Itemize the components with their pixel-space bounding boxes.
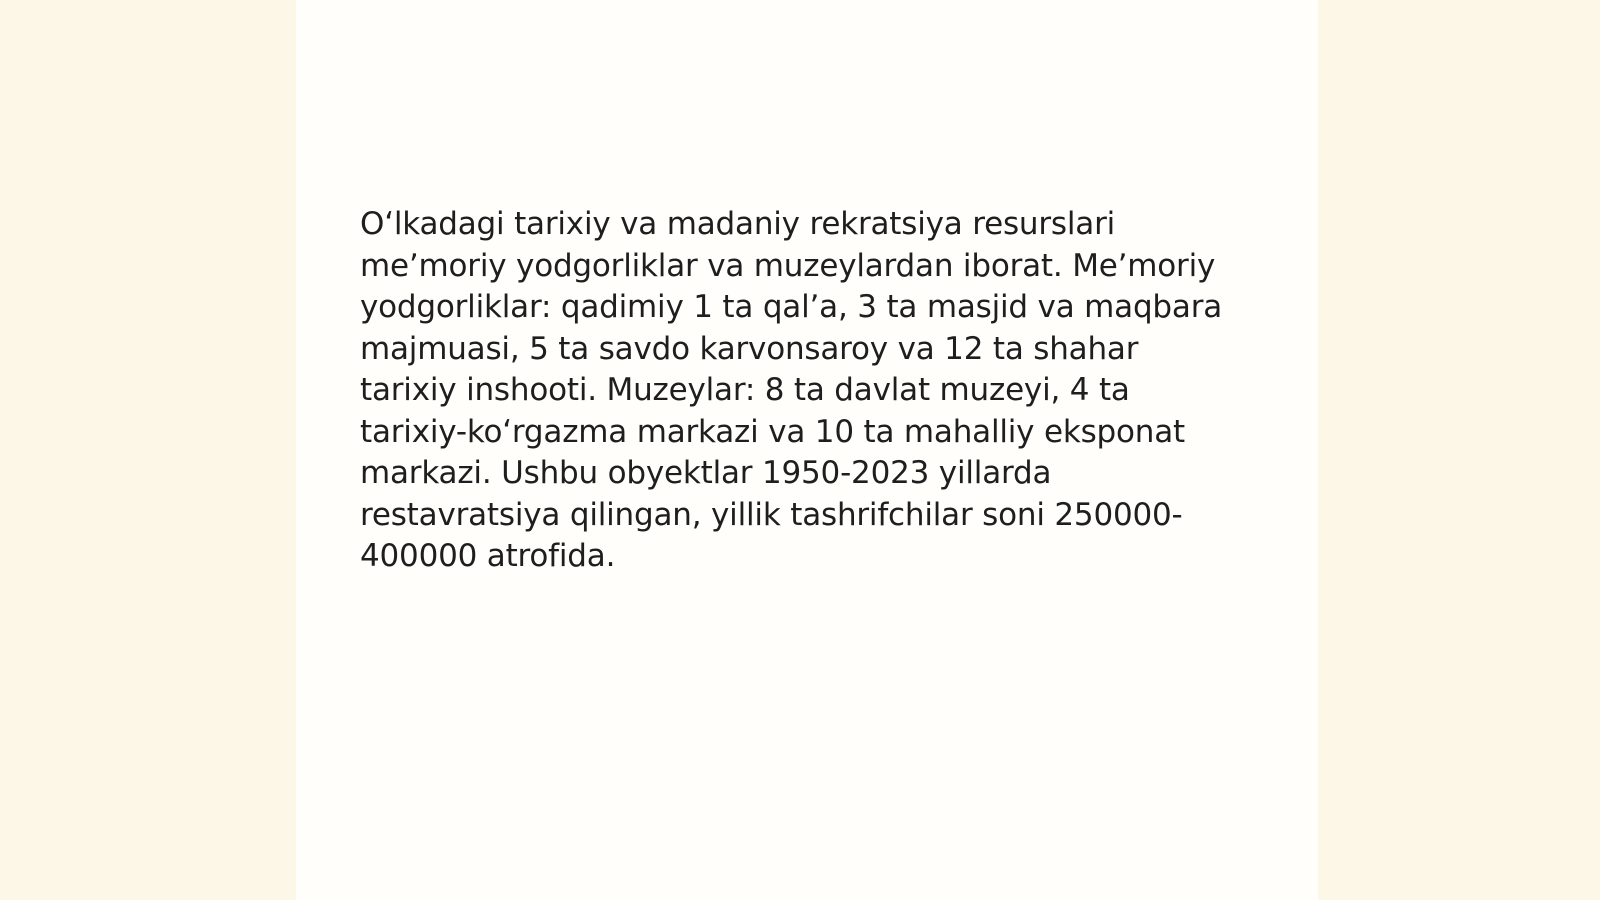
- document-page: [296, 0, 1318, 900]
- body-paragraph: O‘lkadagi tarixiy va madaniy rekratsiya resurslari me’moriy yodgorliklar va muzeylardan iborat. Me’moriy yodgorliklar: qadimiy 1 ta qal’a, 3 ta masjid va maqbara majmuasi, 5 ta savdo karvonsaroy va 12 ta shahar tarixiy inshooti. Muzeylar: 8 ta davlat muzeyi, 4 ta tarixiy-ko‘rgazma markazi va 10 ta mahalliy eksponat markazi. Ushbu obyektlar 1950-2023 yillarda restavratsiya qilingan, yillik tashrifchilar soni 250000-400000 atrofida.: [360, 206, 1223, 574]
